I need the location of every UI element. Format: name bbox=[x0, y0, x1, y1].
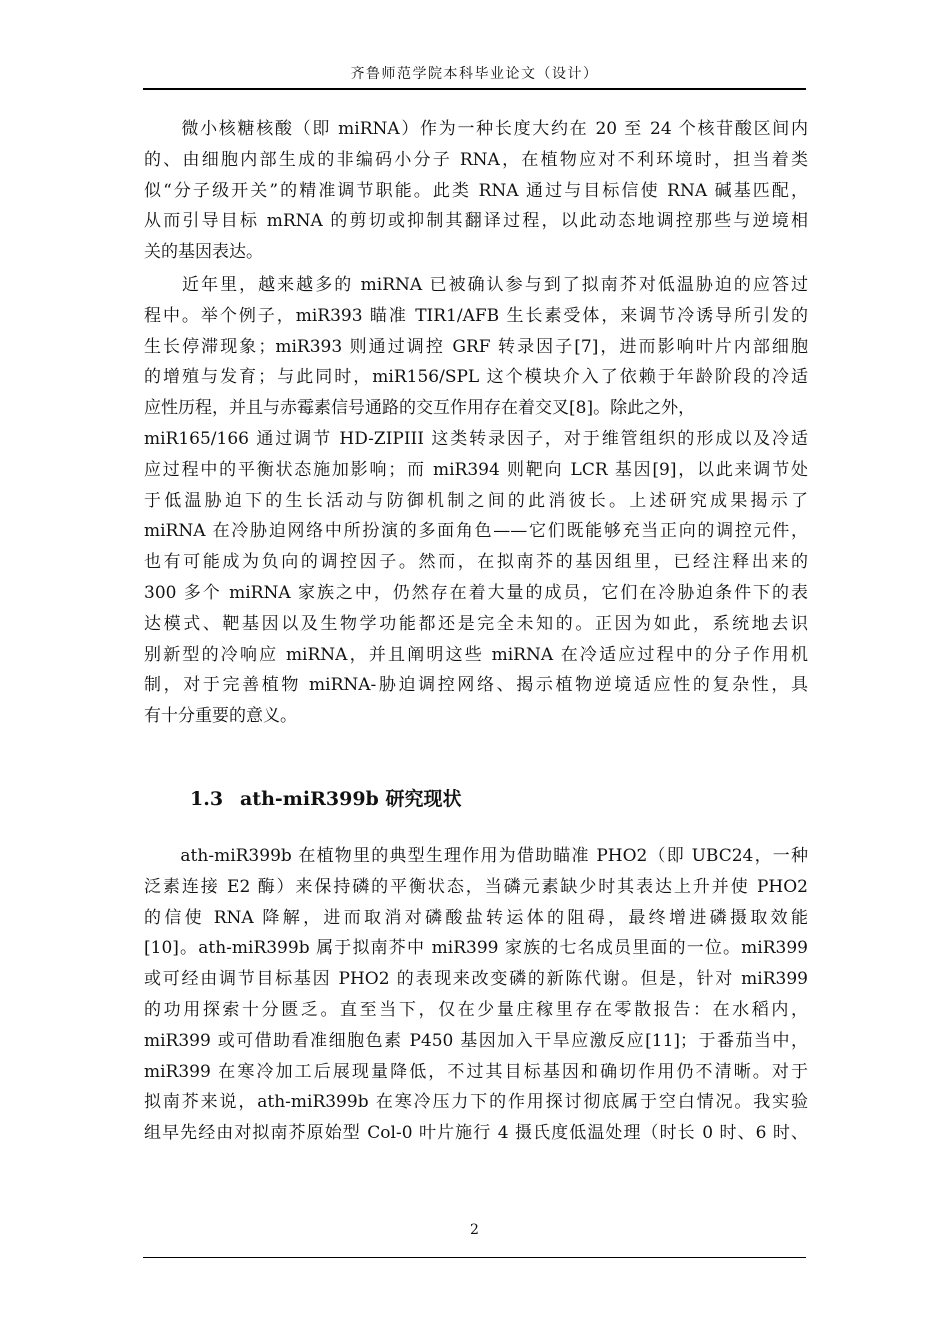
text-line: 达模式、靶基因以及生物学功能都还是完全未知的。正因为如此，系统地去识 bbox=[144, 613, 808, 634]
text-line: 制，对于完善植物 miRNA-胁迫调控网络、揭示植物逆境适应性的复杂性，具 bbox=[144, 675, 808, 696]
text-line: 近年里，越来越多的 miRNA 已被确认参与到了拟南芥对低温胁迫的应答过 bbox=[144, 275, 808, 295]
text-line: 别新型的冷响应 miRNA，并且阐明这些 miRNA 在冷适应过程中的分子作用机 bbox=[144, 644, 808, 665]
paragraph-cold-stress-mirna bbox=[144, 270, 808, 732]
section-heading bbox=[190, 785, 461, 813]
text-line: 也有可能成为负向的调控因子。然而，在拟南芥的基因组里，已经注释出来的 bbox=[144, 552, 808, 573]
text-line: miRNA 在冷胁迫网络中所扮演的多面角色——它们既能够充当正向的调控元件， bbox=[144, 521, 808, 542]
section-title: ath-miR399b 研究现状 bbox=[240, 788, 462, 810]
text-line: miR399 在寒冷加工后展现量降低，不过其目标基因和确切作用仍不清晰。对于 bbox=[144, 1061, 808, 1082]
text-line: 300 多个 miRNA 家族之中，仍然存在着大量的成员，它们在冷胁迫条件下的表 bbox=[144, 582, 808, 603]
text-line: 或可经由调节目标基因 PHO2 的表现来改变磷的新陈代谢。但是，针对 miR399 bbox=[144, 969, 808, 990]
text-line: ath-miR399b 在植物里的典型生理作用为借助瞄准 PHO2（即 UBC24，一种 bbox=[144, 846, 808, 866]
text-line: 应过程中的平衡状态施加影响；而 miR394 则靶向 LCR 基因[9]，以此来调节处 bbox=[144, 459, 808, 480]
text-line: 关的基因表达。 bbox=[144, 242, 263, 263]
text-line: 的增殖与发育；与此同时，miR156/SPL 这个模块介入了依赖于年龄阶段的冷适 bbox=[144, 367, 808, 388]
text-line: 拟南芥来说，ath-miR399b 在寒冷压力下的作用探讨彻底属于空白情况。我实验 bbox=[144, 1092, 808, 1113]
text-line: 的功用探索十分匮乏。直至当下，仅在少量庄稼里存在零散报告：在水稻内， bbox=[144, 999, 808, 1020]
text-line: [10]。ath-miR399b 属于拟南芥中 miR399 家族的七名成员里面的一位。miR399 bbox=[144, 938, 808, 959]
paragraph-mirna-intro bbox=[144, 114, 808, 268]
page-number: 2 bbox=[470, 1222, 479, 1238]
text-line: 组早先经由对拟南芥原始型 Col-0 叶片施行 4 摄氏度低温处理（时长 0 时、6 时、 bbox=[144, 1123, 808, 1144]
text-line: 似“分子级开关”的精准调节职能。此类 RNA 通过与目标信使 RNA 碱基匹配， bbox=[144, 180, 808, 201]
header-rule bbox=[143, 88, 806, 90]
text-line: 有十分重要的意义。 bbox=[144, 706, 297, 727]
text-line: 于低温胁迫下的生长活动与防御机制之间的此消彼长。上述研究成果揭示了 bbox=[144, 490, 808, 511]
text-line: 泛素连接 E2 酶）来保持磷的平衡状态，当磷元素缺少时其表达上升并使 PHO2 bbox=[144, 876, 808, 897]
text-line: miR399 或可借助看准细胞色素 P450 基因加入干旱应激反应[11]；于番茄当中， bbox=[144, 1030, 808, 1051]
text-line: 生长停滞现象；miR393 则通过调控 GRF 转录因子[7]，进而影响叶片内部细胞 bbox=[144, 336, 808, 357]
text-line: 应性历程，并且与赤霉素信号通路的交互作用存在着交叉[8]。除此之外， bbox=[144, 398, 696, 419]
text-line: 的信使 RNA 降解，进而取消对磷酸盐转运体的阻碍，最终增进磷摄取效能 bbox=[144, 907, 808, 928]
section-number: 1.3 bbox=[190, 788, 224, 810]
text-line: 程中。举个例子，miR393 瞄准 TIR1/AFB 生长素受体，来调节冷诱导所引发的 bbox=[144, 305, 808, 326]
running-header: 齐鲁师范学院本科毕业论文（设计） bbox=[350, 66, 599, 82]
text-line: 从而引导目标 mRNA 的剪切或抑制其翻译过程，以此动态地调控那些与逆境相 bbox=[144, 211, 808, 232]
text-line: 微小核糖核酸（即 miRNA）作为一种长度大约在 20 至 24 个核苷酸区间内 bbox=[144, 119, 808, 139]
paragraph-mir399b-status bbox=[144, 841, 808, 1149]
footer-rule bbox=[143, 1257, 806, 1258]
text-line: miR165/166 通过调节 HD-ZIPIII 这类转录因子，对于维管组织的形成以及冷适 bbox=[144, 428, 808, 449]
text-line: 的、由细胞内部生成的非编码小分子 RNA，在植物应对不利环境时，担当着类 bbox=[144, 149, 808, 170]
